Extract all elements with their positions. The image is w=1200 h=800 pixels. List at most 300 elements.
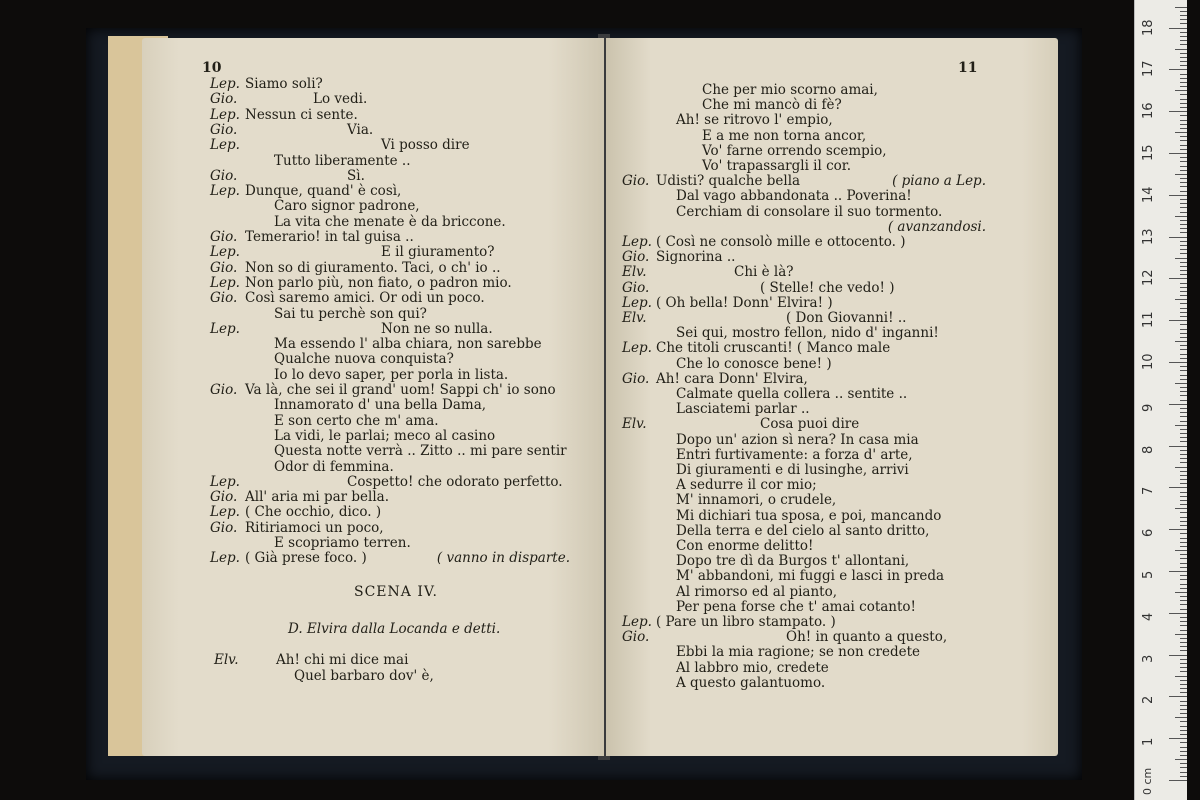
text-line — [606, 249, 1058, 265]
text-line — [606, 401, 1058, 417]
dialogue-text: Non parlo più, non fiato, o padron mio. — [245, 274, 512, 291]
ruler-tick — [1180, 65, 1187, 66]
dialogue-text: Lo vedi. — [313, 91, 368, 108]
dialogue-text: Mi dichiari tua sposa, e poi, mancando — [676, 507, 942, 524]
ruler-tick — [1175, 717, 1187, 718]
ruler-number: 14 — [1141, 186, 1156, 203]
ruler-number: 7 — [1141, 487, 1156, 496]
dialogue-text: Calmate quella collera .. sentite .. — [676, 386, 908, 402]
text-line — [606, 295, 1058, 311]
dialogue-text: All' aria mi par bella. — [245, 489, 389, 506]
ruler-tick — [1180, 375, 1187, 376]
ruler-tick — [1180, 228, 1187, 229]
ruler-tick — [1180, 124, 1187, 125]
dialogue-text: Cospetto! che odorato perfetto. — [347, 473, 563, 490]
dialogue-text: Ah! cara Donn' Elvira, — [656, 370, 808, 387]
ruler-tick — [1175, 258, 1187, 259]
text-line — [606, 386, 1058, 402]
ruler-tick — [1180, 94, 1187, 95]
text-line — [606, 112, 1058, 128]
dialogue-text: M' innamori, o crudele, — [676, 492, 837, 509]
text-line — [142, 504, 604, 520]
ruler-tick — [1180, 701, 1187, 702]
ruler-tick — [1180, 387, 1187, 388]
dialogue-text: Ebbi la mia ragione; se non credete — [676, 644, 921, 661]
ruler-tick — [1180, 57, 1187, 58]
ruler-tick — [1180, 199, 1187, 200]
ruler-tick — [1175, 467, 1187, 468]
text-line — [606, 416, 1058, 432]
ruler-tick — [1180, 441, 1187, 442]
ruler-tick — [1180, 763, 1187, 764]
text-line — [142, 306, 604, 322]
ruler-tick — [1180, 767, 1187, 768]
speaker-label: Gio. — [210, 519, 238, 536]
dialogue-text: Questa notte verrà .. Zitto .. mi pare sentir — [274, 443, 567, 460]
ruler-tick — [1180, 220, 1187, 221]
text-line — [142, 652, 604, 668]
text-line — [606, 447, 1058, 463]
ruler-tick — [1180, 483, 1187, 484]
dialogue-text: Qualche nuova conquista? — [274, 351, 454, 368]
ruler-tick — [1180, 115, 1187, 116]
speaker-label: Lep. — [210, 473, 240, 490]
stage-direction: ( piano a Lep. — [892, 173, 986, 190]
speaker-label: Elv. — [622, 264, 647, 281]
text-line — [142, 382, 604, 398]
dialogue-text: Siamo soli? — [245, 76, 323, 92]
ruler-tick — [1180, 274, 1187, 275]
ruler-tick — [1180, 44, 1187, 45]
ruler-tick — [1180, 270, 1187, 271]
ruler-tick — [1180, 23, 1187, 24]
speaker-label: Gio. — [622, 173, 650, 190]
ruler-tick — [1180, 366, 1187, 367]
text-line — [142, 413, 604, 429]
ruler-number: 15 — [1141, 144, 1156, 161]
ruler-tick — [1175, 49, 1187, 50]
stage-direction: ( avanzandosi. — [887, 218, 986, 235]
ruler-tick — [1180, 542, 1187, 543]
dialogue-text: Cerchiam di consolare il suo tormento. — [676, 203, 943, 220]
text-line — [606, 188, 1058, 204]
ruler-tick — [1180, 316, 1187, 317]
speaker-label: Gio. — [622, 629, 650, 646]
ruler-tick — [1180, 262, 1187, 263]
ruler-tick — [1169, 613, 1187, 614]
ruler-tick — [1180, 742, 1187, 743]
dialogue-text: Ma essendo l' alba chiara, non sarebbe — [274, 336, 542, 353]
ruler-tick — [1180, 504, 1187, 505]
ruler-tick — [1180, 145, 1187, 146]
text-line — [606, 599, 1058, 615]
speaker-label: Lep. — [210, 550, 240, 567]
speaker-label: Gio. — [210, 489, 238, 506]
ruler-tick — [1180, 747, 1187, 748]
ruler-tick — [1169, 237, 1187, 238]
ruler-tick — [1180, 266, 1187, 267]
ruler-tick — [1180, 157, 1187, 158]
ruler-tick — [1180, 287, 1187, 288]
ruler-tick — [1180, 312, 1187, 313]
dialogue-text: Così saremo amici. Or odi un poco. — [245, 290, 485, 307]
dialogue-text: Non so di giuramento. Taci, o ch' io .. — [245, 259, 501, 276]
ruler-unit: 0 cm — [1141, 767, 1154, 795]
speaker-label: Gio. — [210, 259, 238, 276]
text-line — [606, 219, 1058, 235]
text-line — [142, 198, 604, 214]
ruler-number: 9 — [1141, 403, 1156, 412]
ruler-number: 16 — [1141, 102, 1156, 120]
ruler-tick — [1180, 709, 1187, 710]
ruler-tick — [1180, 32, 1187, 33]
ruler-tick — [1180, 107, 1187, 108]
ruler-tick — [1180, 11, 1187, 12]
ruler-number: 4 — [1141, 612, 1156, 621]
dialogue-text: Sei qui, mostro fellon, nido d' inganni! — [676, 325, 939, 342]
text-line — [142, 183, 604, 199]
speaker-label: Elv. — [622, 310, 647, 326]
text-line — [606, 143, 1058, 159]
ruler-tick — [1180, 579, 1187, 580]
ruler-tick — [1180, 283, 1187, 284]
dialogue-text: Con enorme delitto! — [676, 538, 814, 554]
ruler-tick — [1180, 546, 1187, 547]
ruler-tick — [1169, 696, 1187, 697]
ruler-tick — [1180, 726, 1187, 727]
ruler-tick — [1180, 15, 1187, 16]
ruler-tick — [1180, 680, 1187, 681]
dialogue-text: Vo' trapassargli il cor. — [702, 158, 852, 174]
text-line — [606, 584, 1058, 600]
page-number-left: 10 — [202, 60, 222, 76]
text-line — [142, 668, 604, 684]
dialogue-text: Non ne so nulla. — [381, 320, 493, 337]
speaker-label: Lep. — [622, 340, 652, 357]
ruler-tick — [1180, 730, 1187, 731]
ruler-tick — [1180, 379, 1187, 380]
ruler-tick — [1180, 734, 1187, 735]
dialogue-text: Udisti? qualche bella — [656, 173, 801, 190]
ruler-tick — [1180, 600, 1187, 601]
ruler-tick — [1180, 671, 1187, 672]
text-line — [606, 614, 1058, 630]
ruler-tick — [1175, 383, 1187, 384]
speaker-label: Lep. — [210, 504, 240, 521]
text-line — [606, 325, 1058, 341]
dialogue-text: La vidi, le parlai; meco al casino — [274, 427, 496, 444]
ruler-tick — [1180, 224, 1187, 225]
scene-subheading: D. Elvira dalla Locanda e detti. — [288, 621, 501, 637]
ruler-tick — [1180, 253, 1187, 254]
dialogue-text: E scopriamo terren. — [274, 535, 411, 551]
ruler-tick — [1180, 412, 1187, 413]
ruler-tick — [1180, 345, 1187, 346]
dialogue-text: Al labbro mio, credete — [676, 659, 829, 676]
ruler-tick — [1175, 634, 1187, 635]
ruler-tick — [1180, 207, 1187, 208]
dialogue-text: Quel barbaro dov' è, — [294, 667, 434, 684]
ruler-tick — [1180, 437, 1187, 438]
text-line — [142, 122, 604, 138]
ruler-tick — [1180, 659, 1187, 660]
ruler-tick — [1180, 512, 1187, 513]
ruler-tick — [1180, 295, 1187, 296]
ruler-tick — [1180, 53, 1187, 54]
ruler-tick — [1180, 776, 1187, 777]
dialogue-text: ( Stelle! che vedo! ) — [760, 279, 895, 296]
text-line — [142, 459, 604, 475]
speaker-label: Elv. — [214, 652, 239, 668]
ruler-tick — [1180, 458, 1187, 459]
ruler-tick — [1175, 174, 1187, 175]
dialogue-text: Dopo un' azion sì nera? In casa mia — [676, 431, 919, 448]
ruler-tick — [1180, 358, 1187, 359]
dialogue-text: E son certo che m' ama. — [274, 412, 439, 429]
ruler-tick — [1180, 462, 1187, 463]
dialogue-text: Signorina .. — [656, 249, 736, 266]
ruler-tick — [1180, 554, 1187, 555]
text-line — [142, 260, 604, 276]
speaker-label: Lep. — [210, 320, 240, 337]
ruler-tick — [1180, 149, 1187, 150]
speaker-label: Lep. — [210, 137, 240, 154]
ruler-tick — [1180, 61, 1187, 62]
text-line — [606, 508, 1058, 524]
ruler-tick — [1180, 103, 1187, 104]
ruler-tick — [1180, 538, 1187, 539]
dialogue-text: Cosa puoi dire — [760, 416, 860, 433]
dialogue-text: Temerario! in tal guisa .. — [245, 229, 414, 245]
ruler-tick — [1169, 529, 1187, 530]
text-line — [606, 477, 1058, 493]
ruler-number: 18 — [1141, 19, 1156, 36]
ruler-tick — [1180, 82, 1187, 83]
right-page — [606, 38, 1058, 756]
ruler-tick — [1180, 517, 1187, 518]
dialogue-text: ( Oh bella! Donn' Elvira! ) — [656, 294, 833, 311]
dialogue-text: E a me non torna ancor, — [702, 127, 867, 144]
ruler-tick — [1180, 86, 1187, 87]
ruler-tick — [1180, 650, 1187, 651]
dialogue-text: Che titoli cruscanti! ( Manco male — [656, 340, 891, 357]
ruler-tick — [1180, 630, 1187, 631]
dialogue-text: Ah! chi mi dice mai — [276, 652, 409, 668]
ruler-tick — [1180, 19, 1187, 20]
text-line — [606, 128, 1058, 144]
dialogue-text: ( Già prese foco. ) — [245, 550, 367, 567]
ruler-tick — [1180, 492, 1187, 493]
speaker-label: Gio. — [622, 370, 650, 387]
dialogue-text: Di giuramenti e di lusinghe, arrivi — [676, 462, 909, 478]
ruler-tick — [1175, 425, 1187, 426]
ruler-tick — [1180, 721, 1187, 722]
dialogue-text: Della terra e del cielo al santo dritto, — [676, 522, 930, 539]
ruler-tick — [1180, 391, 1187, 392]
text-line — [606, 234, 1058, 250]
ruler-tick — [1180, 308, 1187, 309]
ruler-tick — [1175, 759, 1187, 760]
ruler-tick — [1180, 584, 1187, 585]
text-line — [606, 644, 1058, 660]
ruler-tick — [1180, 212, 1187, 213]
text-line — [606, 660, 1058, 676]
ruler-tick — [1180, 475, 1187, 476]
ruler-tick — [1180, 433, 1187, 434]
ruler-tick — [1180, 40, 1187, 41]
dialogue-text: Dal vago abbandonata .. Poverina! — [676, 188, 912, 205]
text-line — [142, 489, 604, 505]
ruler-tick — [1180, 370, 1187, 371]
ruler-tick — [1169, 404, 1187, 405]
text-line — [142, 107, 604, 123]
ruler-tick — [1180, 400, 1187, 401]
ruler-tick — [1180, 191, 1187, 192]
ruler-number: 13 — [1141, 228, 1156, 245]
text-line — [606, 538, 1058, 554]
ruler-tick — [1180, 249, 1187, 250]
ruler-tick — [1180, 182, 1187, 183]
text-line — [142, 474, 604, 490]
ruler-tick — [1175, 7, 1187, 8]
text-line — [142, 137, 604, 153]
dialogue-text: La vita che menate è da briccone. — [274, 213, 506, 230]
text-line — [142, 321, 604, 337]
measuring-ruler — [1134, 0, 1187, 800]
ruler-tick — [1180, 450, 1187, 451]
ruler-tick — [1180, 232, 1187, 233]
speaker-label: Lep. — [210, 106, 240, 123]
ruler-tick — [1180, 454, 1187, 455]
ruler-tick — [1180, 663, 1187, 664]
dialogue-text: Ritiriamoci un poco, — [245, 519, 384, 536]
dialogue-text: Va là, che sei il grand' uom! Sappi ch' io sono — [245, 382, 556, 398]
ruler-tick — [1180, 533, 1187, 534]
ruler-tick — [1169, 195, 1187, 196]
speaker-label: Lep. — [210, 183, 240, 200]
text-line — [142, 76, 604, 92]
ruler-tick — [1169, 487, 1187, 488]
ruler-tick — [1169, 446, 1187, 447]
ruler-tick — [1169, 362, 1187, 363]
ruler-tick — [1180, 496, 1187, 497]
speaker-label: Gio. — [622, 279, 650, 296]
text-line — [606, 462, 1058, 478]
text-line — [606, 523, 1058, 539]
ruler-number: 17 — [1141, 60, 1156, 78]
text-line — [606, 97, 1058, 113]
ruler-tick — [1180, 99, 1187, 100]
text-line — [142, 443, 604, 459]
text-line — [142, 367, 604, 383]
ruler-tick — [1180, 525, 1187, 526]
ruler-tick — [1180, 324, 1187, 325]
ruler-number: 1 — [1141, 737, 1156, 747]
ruler-tick — [1180, 575, 1187, 576]
ruler-tick — [1175, 341, 1187, 342]
dialogue-text: ( Che occhio, dico. ) — [245, 504, 382, 521]
ruler-tick — [1180, 751, 1187, 752]
ruler-tick — [1180, 203, 1187, 204]
ruler-number: 10 — [1141, 353, 1156, 370]
dialogue-text: Al rimorso ed al pianto, — [676, 583, 837, 600]
text-line — [142, 351, 604, 367]
ruler-tick — [1180, 772, 1187, 773]
text-line — [606, 432, 1058, 448]
ruler-tick — [1180, 604, 1187, 605]
speaker-label: Elv. — [622, 416, 647, 433]
ruler-tick — [1175, 508, 1187, 509]
dialogue-text: ( Don Giovanni! .. — [786, 310, 907, 326]
ruler-tick — [1180, 617, 1187, 618]
scene-heading: SCENA IV. — [354, 584, 438, 600]
text-line — [142, 244, 604, 260]
speaker-label: Gio. — [210, 229, 238, 245]
ruler-tick — [1175, 90, 1187, 91]
ruler-tick — [1180, 36, 1187, 37]
ruler-number: 5 — [1141, 570, 1156, 579]
text-line — [606, 264, 1058, 280]
text-line — [606, 371, 1058, 387]
ruler-tick — [1180, 329, 1187, 330]
speaker-label: Lep. — [210, 244, 240, 261]
dialogue-text: Caro signor padrone, — [274, 198, 420, 215]
ruler-tick — [1169, 111, 1187, 112]
text-line — [606, 280, 1058, 296]
text-line — [606, 82, 1058, 98]
speaker-label: Gio. — [210, 91, 238, 108]
text-line — [606, 158, 1058, 174]
dialogue-text: Chi è là? — [734, 264, 794, 281]
ruler-tick — [1180, 705, 1187, 706]
ruler-tick — [1175, 550, 1187, 551]
ruler-tick — [1180, 333, 1187, 334]
ruler-tick — [1175, 299, 1187, 300]
ruler-tick — [1180, 291, 1187, 292]
speaker-label: Lep. — [622, 294, 652, 311]
dialogue-text: Che per mio scorno amai, — [702, 82, 878, 98]
ruler-tick — [1169, 278, 1187, 279]
stage-direction: ( vanno in disparte. — [436, 550, 570, 567]
ruler-tick — [1180, 684, 1187, 685]
speaker-label: Gio. — [622, 249, 650, 266]
left-page — [142, 38, 604, 756]
text-line — [606, 356, 1058, 372]
ruler-tick — [1180, 140, 1187, 141]
text-line — [142, 428, 604, 444]
ruler-tick — [1180, 429, 1187, 430]
text-line — [606, 675, 1058, 691]
speaker-label: Lep. — [210, 76, 240, 92]
ruler-tick — [1169, 780, 1187, 781]
ruler-tick — [1180, 178, 1187, 179]
ruler-tick — [1169, 320, 1187, 321]
speaker-label: Lep. — [622, 234, 652, 250]
dialogue-text: A sedurre il cor mio; — [676, 477, 817, 494]
dialogue-text: Tutto liberamente .. — [274, 152, 411, 169]
ruler-number: 12 — [1141, 269, 1156, 287]
text-line — [142, 535, 604, 551]
ruler-tick — [1180, 120, 1187, 121]
text-line — [142, 275, 604, 291]
text-line — [142, 397, 604, 413]
ruler-tick — [1180, 421, 1187, 422]
text-line — [606, 629, 1058, 645]
text-line — [142, 550, 604, 566]
dialogue-text: Entri furtivamente: a forza d' arte, — [676, 446, 913, 463]
dialogue-text: Io lo devo saper, per porla in lista. — [274, 366, 509, 383]
ruler-tick — [1180, 567, 1187, 568]
